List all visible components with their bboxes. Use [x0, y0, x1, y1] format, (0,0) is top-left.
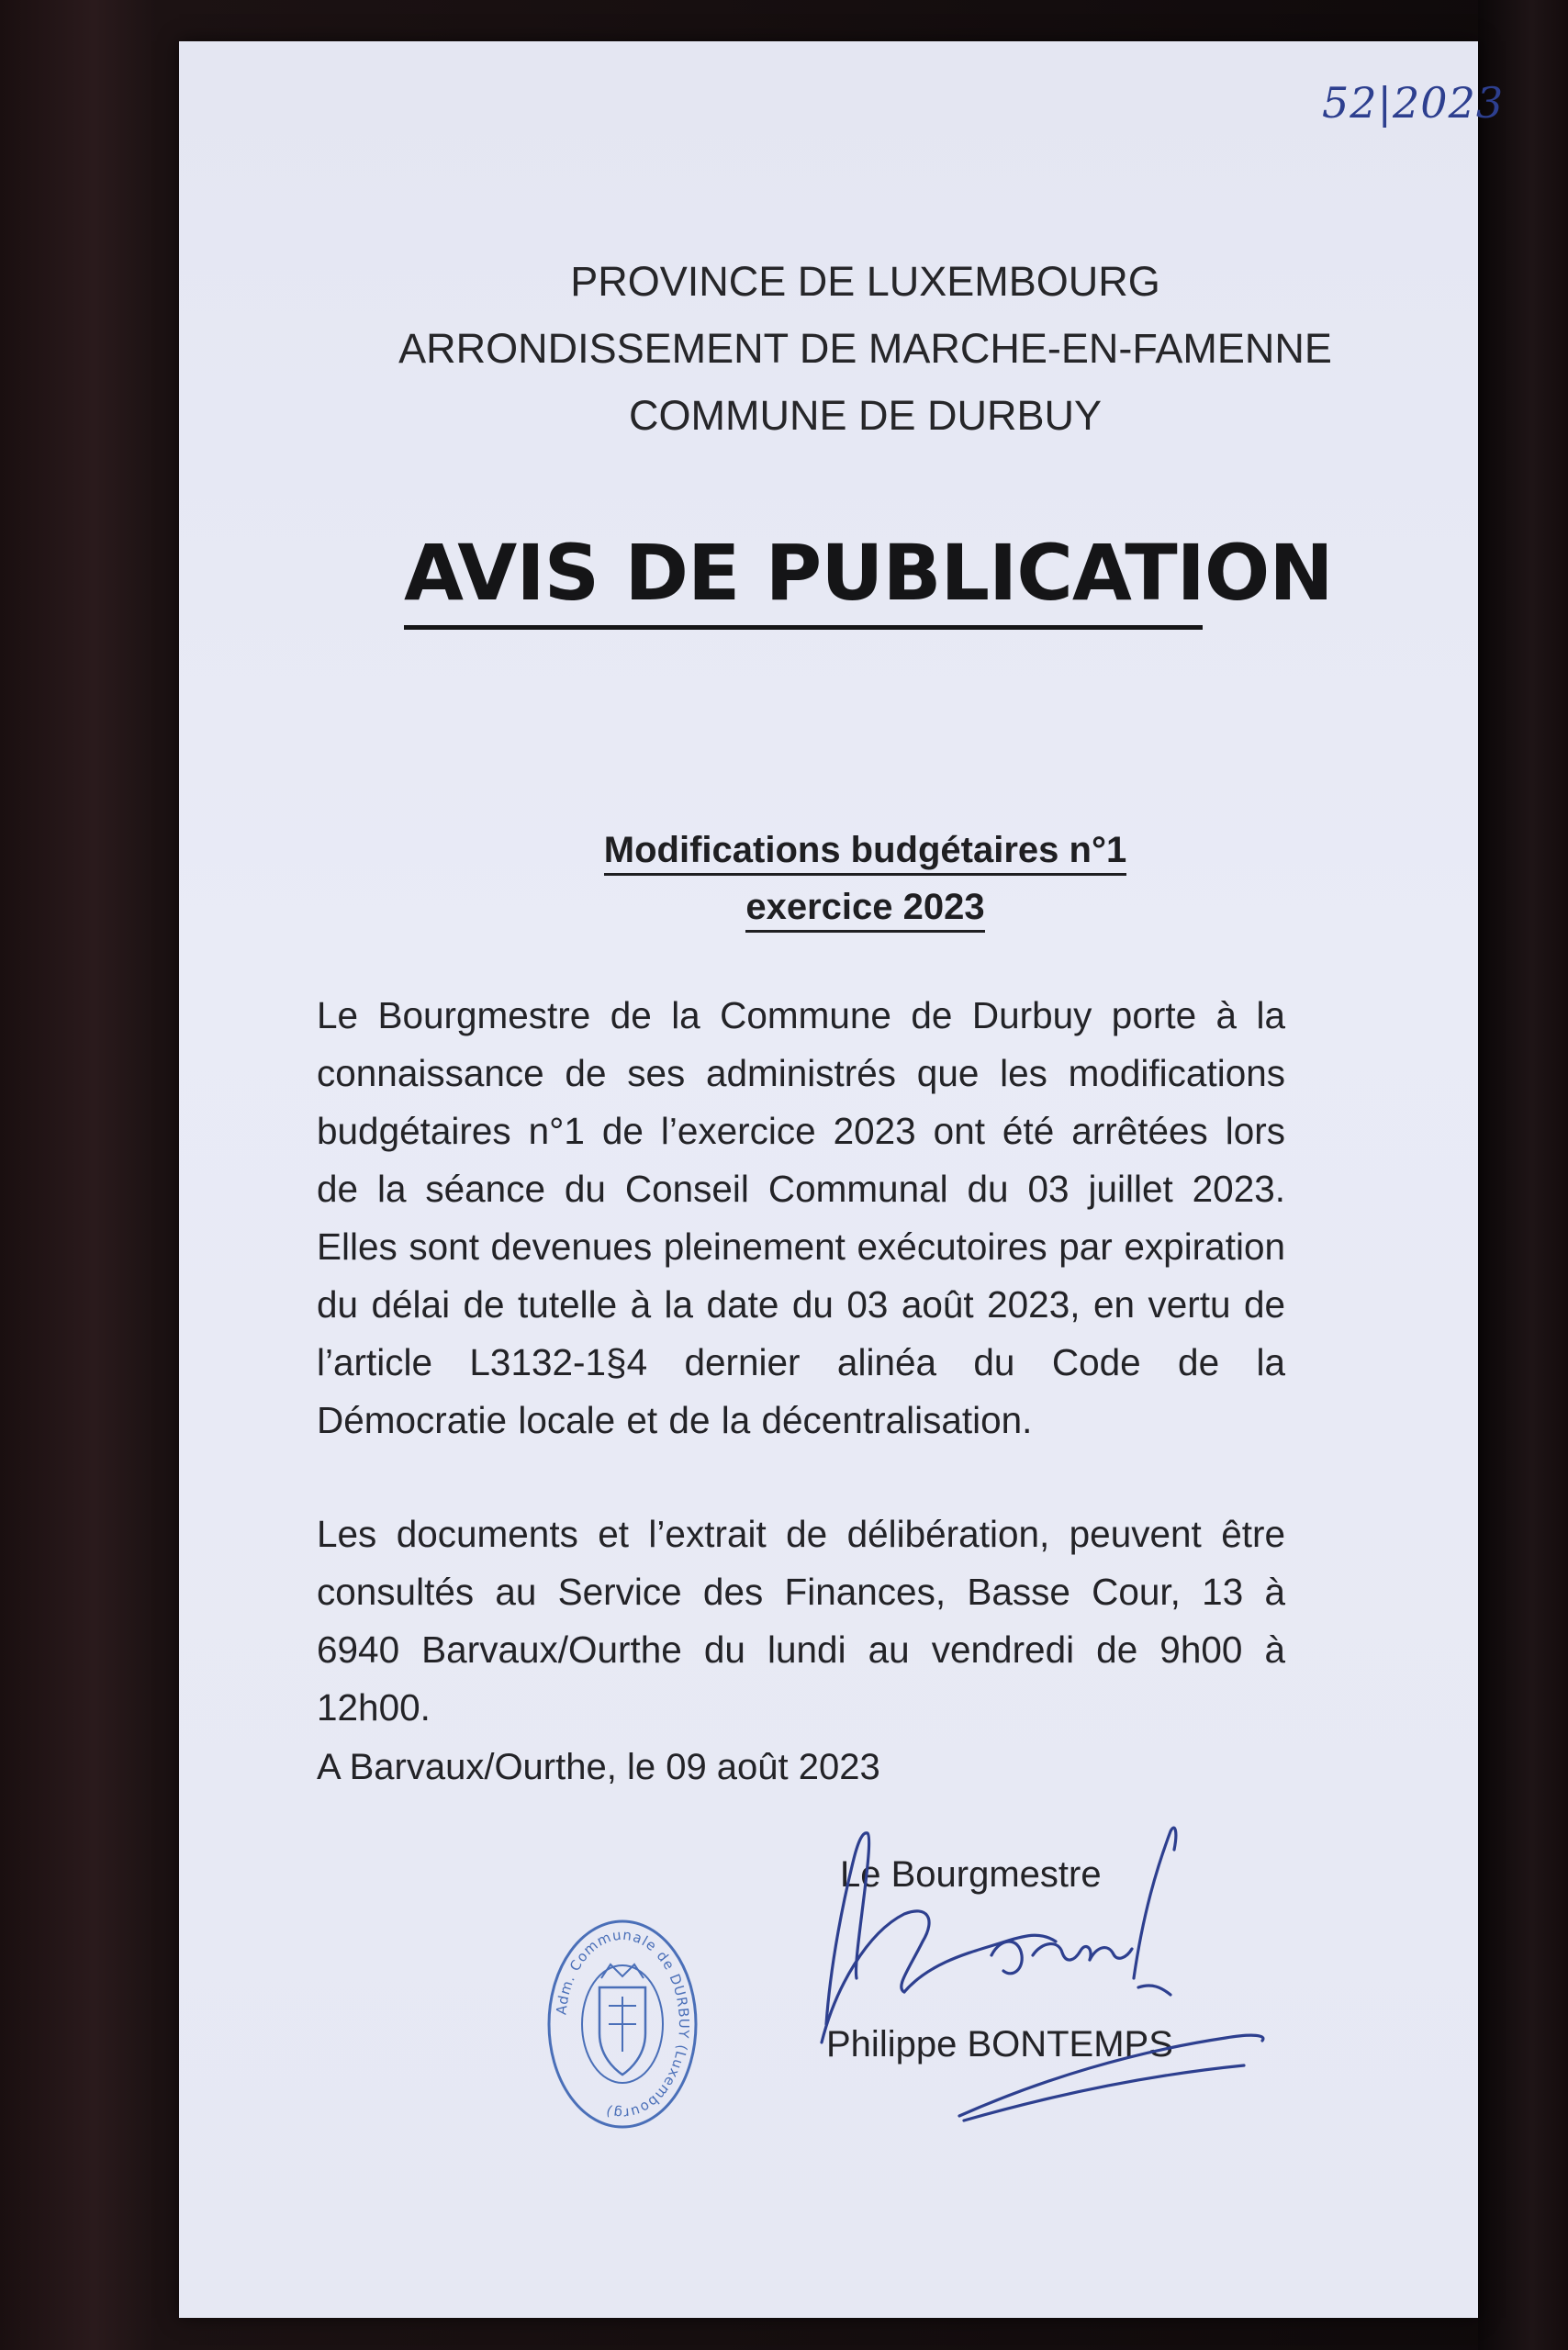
svg-text:Adm. Communale de DURBUY (Luxe: Adm. Communale de DURBUY (Luxembourg): [553, 1926, 693, 2122]
handwritten-signature: [767, 1758, 1281, 2162]
subject-line-2: exercice 2023: [745, 884, 984, 933]
body-paragraph-2: Les documents et l’extrait de délibération, peuvent être consultés au Service des Finances, Basse Cour, 13 à 6940 Barvaux/Ourthe du lundi au vendredi de 9h00 à 12h00.: [317, 1513, 1285, 1729]
reference-number: 52|2023: [1322, 78, 1505, 128]
place-date: A Barvaux/Ourthe, le 09 août 2023: [317, 1747, 880, 1787]
signatory-title: Le Bourgmestre: [840, 1854, 1102, 1895]
notice-subject: [179, 822, 1478, 935]
municipal-seal: [544, 1914, 700, 2134]
display-frame-edge: [1478, 0, 1568, 2350]
body-paragraph-1: Le Bourgmestre de la Commune de Durbuy porte à la connaissance de ses administrés que les modifications budgétaires n°1 de l’exercice 2023 ont été arrêtées lors de la séance du Conseil Communal du 03 juillet 2023. Elles sont devenues pleinement exécutoires par expiration du délai de tutelle à la date du 03 août 2023, en vertu de l’article L3132-1§4 dernier alinéa du Code de la Démocratie locale et de la décentralisation.: [317, 994, 1285, 1441]
header-province: PROVINCE DE LUXEMBOURG: [570, 258, 1160, 305]
notice-sheet: [179, 41, 1505, 2318]
issuer-header: [179, 248, 1478, 449]
header-commune: COMMUNE DE DURBUY: [628, 392, 1103, 439]
subject-line-1: Modifications budgétaires n°1: [604, 827, 1126, 876]
signatory-name: Philippe BONTEMPS: [826, 2024, 1173, 2065]
notice-title: AVIS DE PUBLICATION: [404, 528, 1203, 630]
header-arrondissement: ARRONDISSEMENT DE MARCHE-EN-FAMENNE: [398, 325, 1332, 372]
